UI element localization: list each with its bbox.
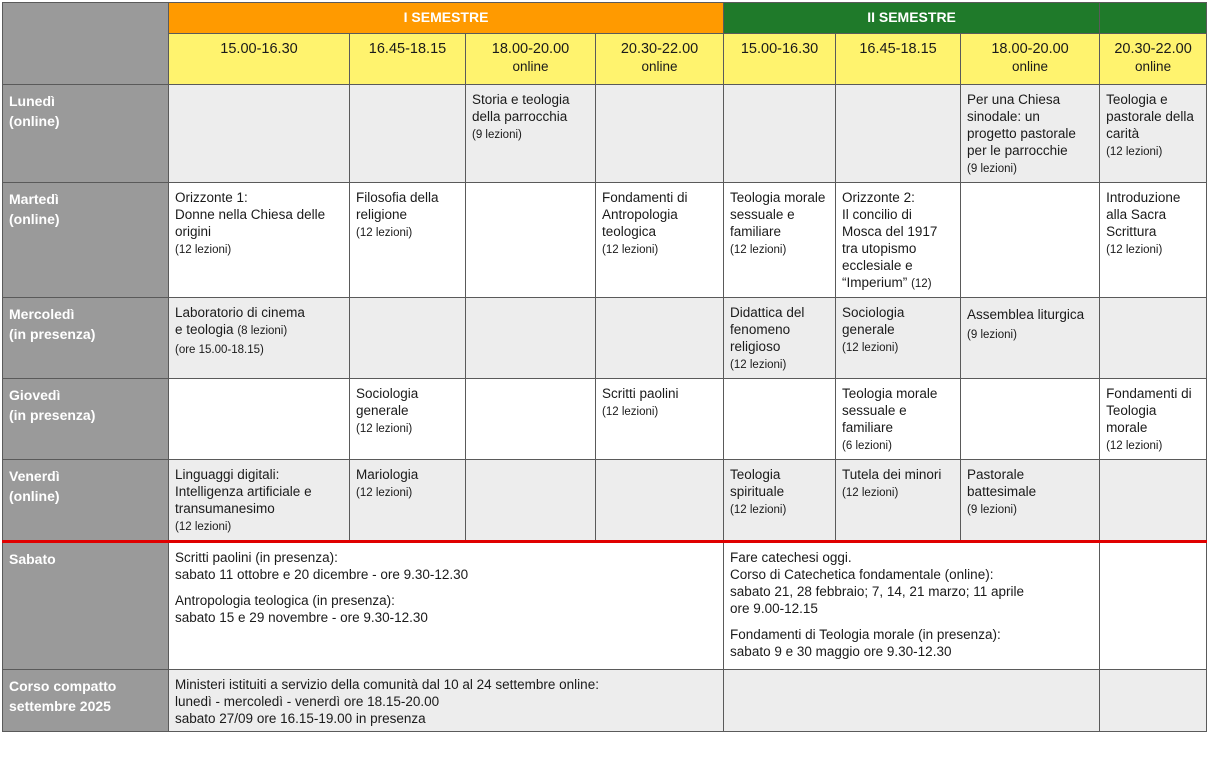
course-lessons: (12 lezioni) [842,487,899,499]
course-title: Sociologia generale [356,386,419,418]
empty-cell [466,183,596,298]
slot-time: 20.30-22.00 [1114,41,1192,57]
empty-cell [596,85,724,183]
corner-cell [3,3,169,85]
course-lessons: (12 lezioni) [1106,440,1163,452]
day-header [3,298,169,379]
course-title: Teologia morale sessuale e familiare [842,386,938,435]
course-cell [169,460,350,542]
slot-note: online [1135,59,1172,74]
slot-header [350,34,466,85]
day-name: Lunedì [9,93,55,109]
day-mode: (online) [9,113,60,129]
course-title: Il concilio di Mosca del 1917 tra utopismo ecclesiale e “Imperium” [842,207,938,290]
slot-header [1100,34,1207,85]
course-lessons: (12) [911,278,932,290]
compact-course-details [169,670,724,732]
second-semester-header-extension [1100,3,1207,34]
course-cell [836,298,961,379]
day-header [3,542,169,670]
day-row-monday [3,85,1207,183]
course-title: Tutela dei minori [842,467,942,482]
course-title: Per una Chiesa sinodale: un progetto pastorale per le parrocchie [967,92,1076,158]
day-name: Sabato [9,551,56,567]
course-lessons: (12 lezioni) [1106,146,1163,158]
course-lessons: (9 lezioni) [967,329,1017,341]
course-cell [596,183,724,298]
course-title: Didattica del fenomeno religioso [730,305,805,354]
saturday-course-title: Fare catechesi oggi. [730,550,852,565]
day-name: Mercoledì [9,306,75,322]
course-cell [961,460,1100,542]
course-lessons: (12 lezioni) [175,244,232,256]
course-lessons: (12 lezioni) [730,504,787,516]
slot-header [961,34,1100,85]
course-cell [1100,379,1207,460]
course-cell [466,85,596,183]
course-cell [836,379,961,460]
saturday-course [730,626,1093,660]
course-cell [961,85,1100,183]
slot-header [466,34,596,85]
course-hours: (ore 15.00-18.15) [175,344,264,356]
day-mode: (online) [9,488,60,504]
course-cell [724,183,836,298]
second-semester-header: II SEMESTRE [724,3,1100,34]
course-cell [169,183,350,298]
course-title: Fondamenti di Teologia morale [1106,386,1192,435]
course-title: Mariologia [356,467,419,482]
first-semester-header: I SEMESTRE [169,3,724,34]
empty-cell [596,298,724,379]
empty-cell [836,85,961,183]
empty-cell [1100,460,1207,542]
course-lessons: (12 lezioni) [602,244,659,256]
course-title: Teologia morale sessuale e familiare [730,190,826,239]
empty-cell [724,670,1100,732]
course-lessons: (12 lezioni) [175,521,232,533]
slot-time: 16.45-18.15 [368,41,447,57]
empty-cell [961,379,1100,460]
slot-note: online [512,59,549,74]
saturday-course-subtitle: Corso di Catechetica fondamentale (online): [730,567,994,582]
saturday-course-dates: sabato 15 e 29 novembre - ore 9.30-12.30 [175,610,428,625]
slot-time: 15.00-16.30 [220,41,298,57]
day-mode: (in presenza) [9,326,96,342]
empty-cell [466,379,596,460]
course-heading: Orizzonte 1: [175,190,248,205]
time-slot-row [3,34,1207,85]
day-row-saturday [3,542,1207,670]
saturday-course-hours: ore 9.00-12.15 [730,601,818,616]
saturday-first-semester [169,542,724,670]
course-title: Donne nella Chiesa delle origini [175,207,326,239]
course-lessons: (8 lezioni) [237,325,288,337]
compact-course-name: Corso compatto [9,678,117,694]
day-header [3,460,169,542]
day-row-tuesday [3,183,1207,298]
slot-header [596,34,724,85]
course-cell [169,298,350,379]
saturday-course-dates: sabato 21, 28 febbraio; 7, 14, 21 marzo; 11 aprile [730,584,1024,599]
slot-note: online [1012,59,1049,74]
course-title: Teologia spirituale [730,467,785,499]
course-title: Introduzione alla Sacra Scrittura [1106,190,1181,239]
saturday-course-dates: sabato 9 e 30 maggio ore 9.30-12.30 [730,644,952,659]
compact-course-header [3,670,169,732]
day-row-thursday [3,379,1207,460]
course-lessons: (9 lezioni) [967,163,1017,175]
course-title: Fondamenti di Antropologia teologica [602,190,688,239]
course-lessons: (12 lezioni) [730,244,787,256]
empty-cell [961,183,1100,298]
course-lessons: (12 lezioni) [842,342,899,354]
course-title-cont: e teologia [175,322,234,337]
slot-note: online [641,59,678,74]
saturday-second-semester [724,542,1100,670]
saturday-course-dates: sabato 11 ottobre e 20 dicembre - ore 9.30-12.30 [175,567,469,582]
course-cell [350,460,466,542]
course-cell [724,460,836,542]
empty-cell [1100,670,1207,732]
course-cell [836,183,961,298]
empty-cell [350,298,466,379]
course-title: Pastorale battesimale [967,467,1037,499]
empty-cell [169,85,350,183]
saturday-course-title: Scritti paolini (in presenza): [175,550,338,565]
course-lessons: (6 lezioni) [842,440,892,452]
slot-time: 18.00-20.00 [991,41,1069,57]
course-lessons: (9 lezioni) [967,504,1017,516]
course-cell [1100,85,1207,183]
course-cell [961,298,1100,379]
course-lessons: (12 lezioni) [356,227,413,239]
day-name: Giovedì [9,387,61,403]
course-cell [596,379,724,460]
compact-course-weekdays: lunedì - mercoledì - venerdì ore 18.15-20.00 [175,694,440,709]
course-title: Assemblea liturgica [967,307,1085,322]
course-lessons: (12 lezioni) [730,359,787,371]
day-header [3,85,169,183]
course-title: Sociologia generale [842,305,905,337]
compact-course-title: Ministeri istituiti a servizio della comunità dal 10 al 24 settembre online: [175,677,599,692]
course-cell [350,379,466,460]
schedule-table [2,2,1207,732]
course-cell [836,460,961,542]
slot-header [724,34,836,85]
day-mode: (online) [9,211,60,227]
day-row-friday [3,460,1207,542]
slot-header [169,34,350,85]
slot-time: 18.00-20.00 [491,41,570,57]
course-title: Scritti paolini [602,386,679,401]
course-cell [724,298,836,379]
day-row-wednesday [3,298,1207,379]
saturday-course [730,549,1093,617]
day-header [3,379,169,460]
empty-cell [466,298,596,379]
empty-cell [724,85,836,183]
day-name: Venerdì [9,468,60,484]
course-lessons: (9 lezioni) [472,129,522,141]
slot-time: 20.30-22.00 [620,41,699,57]
saturday-course-title: Antropologia teologica (in presenza): [175,593,395,608]
day-mode: (in presenza) [9,407,96,423]
course-title: Teologia e pastorale della carità [1106,92,1194,141]
course-title: Laboratorio di cinema [175,305,305,320]
compact-course-year: settembre 2025 [9,698,111,714]
saturday-course [175,592,717,626]
compact-course-saturday: sabato 27/09 ore 16.15-19.00 in presenza [175,711,426,726]
empty-cell [466,460,596,542]
course-lessons: (12 lezioni) [356,423,413,435]
empty-cell [1100,542,1207,670]
slot-header [836,34,961,85]
course-heading: Linguaggi digitali: [175,467,280,482]
saturday-course [175,549,717,583]
course-cell [1100,183,1207,298]
saturday-course-title: Fondamenti di Teologia morale (in presenza): [730,627,1001,642]
slot-time: 16.45-18.15 [859,41,937,57]
empty-cell [350,85,466,183]
day-header [3,183,169,298]
course-lessons: (12 lezioni) [602,406,659,418]
empty-cell [596,460,724,542]
course-heading: Orizzonte 2: [842,190,915,205]
slot-time: 15.00-16.30 [740,41,819,57]
semester-header-row [3,3,1207,34]
empty-cell [724,379,836,460]
day-name: Martedì [9,191,59,207]
empty-cell [1100,298,1207,379]
course-title: Filosofia della religione [356,190,439,222]
course-title: Storia e teologia della parrocchia [472,92,570,124]
empty-cell [169,379,350,460]
course-cell [350,183,466,298]
course-title: Intelligenza artificiale e transumanesimo [175,484,312,516]
course-lessons: (12 lezioni) [356,487,413,499]
course-lessons: (12 lezioni) [1106,244,1163,256]
compact-course-row [3,670,1207,732]
